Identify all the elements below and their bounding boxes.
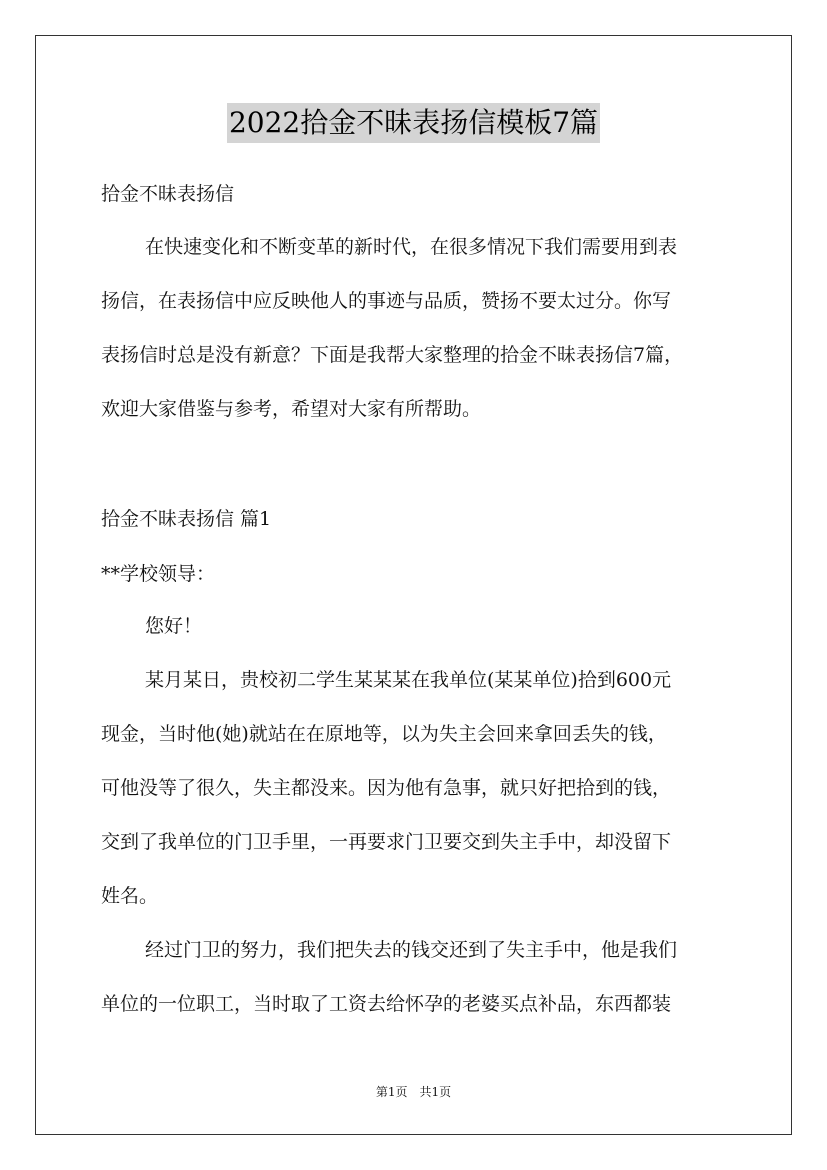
section-heading: 拾金不昧表扬信 [101,183,235,205]
paragraph-line: 在快速变化和不断变革的新时代，在很多情况下我们需要用到表 [145,236,678,258]
paragraph-line: 可他没等了很久，失主都没来。因为他有急事，就只好把拾到的钱， [101,777,672,799]
paragraph-line: 某月某日，贵校初二学生某某某在我单位(某某单位)拾到600元 [145,669,672,691]
paragraph-line: 欢迎大家借鉴与参考，希望对大家有所帮助。 [101,398,482,420]
paragraph-line: 单位的一位职工，当时取了工资去给怀孕的老婆买点补品，东西都装 [101,993,672,1015]
paragraph-line: 表扬信时总是没有新意？下面是我帮大家整理的拾金不昧表扬信7篇， [101,344,684,366]
document-title: 2022拾金不昧表扬信模板7篇 [227,103,600,143]
section-heading: 拾金不昧表扬信 篇1 [101,508,272,530]
paragraph-line: 姓名。 [101,885,159,907]
page-number: 第1页 共1页 [375,1085,452,1099]
paragraph-line: 现金，当时他(她)就站在在原地等，以为失主会回来拿回丢失的钱， [101,723,667,745]
salutation: **学校领导： [101,563,216,585]
paragraph-line: 交到了我单位的门卫手里，一再要求门卫要交到失主手中，却没留下 [101,831,672,853]
greeting: 您好！ [145,615,203,637]
paragraph-line: 扬信，在表扬信中应反映他人的事迹与品质，赞扬不要太过分。你写 [101,290,672,312]
paragraph-line: 经过门卫的努力，我们把失去的钱交还到了失主手中，他是我们 [145,939,678,961]
title-container [0,103,827,143]
